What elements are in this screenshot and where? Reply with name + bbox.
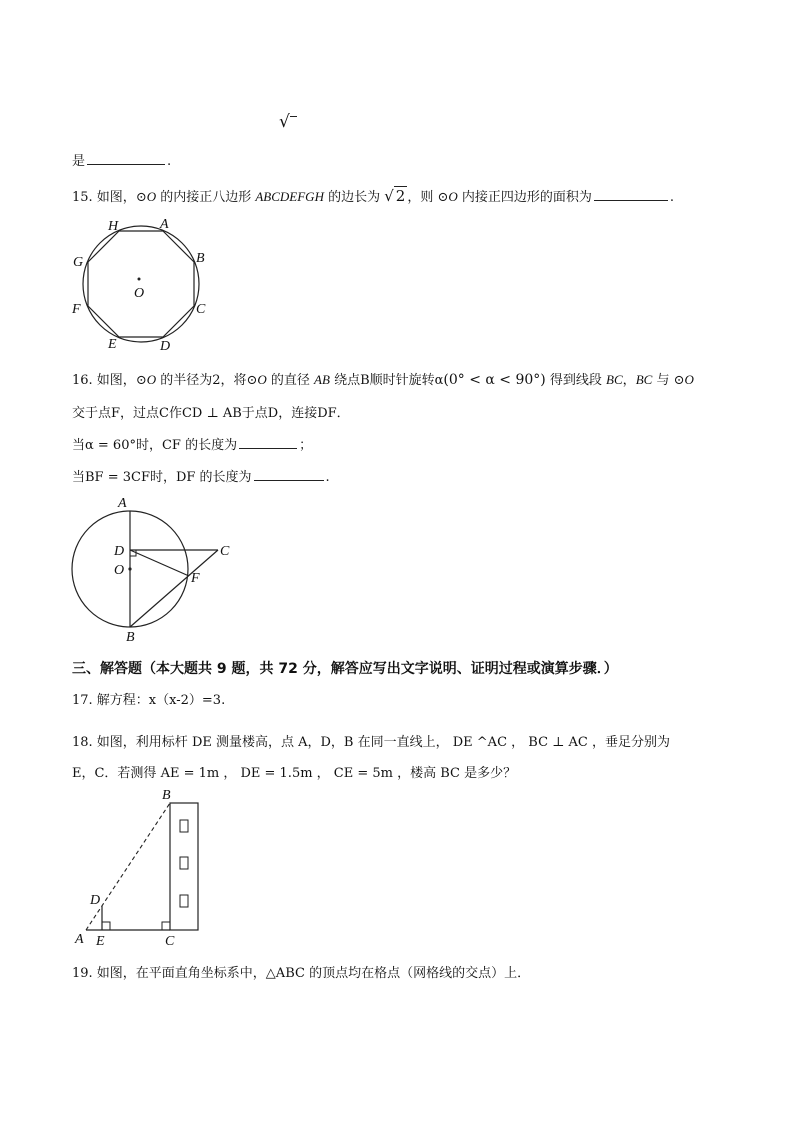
label-O: O [134,286,145,301]
label-A: A [118,496,127,511]
label-C: C [220,544,230,559]
label-F: F [72,302,81,317]
label-F: F [191,571,200,586]
prev-answer-line: 是 . [72,154,172,169]
window-1 [180,820,188,832]
label-D: D [160,339,171,354]
label-H: H [108,219,119,234]
q18-line1: 18. 如图，利用标杆 DE 测量楼高，点 A，D，B 在同一直线上， DE ^AC ， BC ⊥ AC ，垂足分别为 [72,735,670,750]
label-G: G [73,255,84,270]
q16-line3: 当α = 60°时，CF 的长度为 ； [72,438,313,453]
q16-line4: 当BF = 3CF时，DF 的长度为 . [72,470,330,485]
q16-answer-blank-2[interactable] [254,479,324,481]
q15-answer-blank[interactable] [594,199,668,201]
q15-figure-octagon [68,212,218,357]
q18-line2: E，C．若测得 AE = 1m ， DE = 1.5m ， CE = 5m ，楼高 BC 是多少？ [72,766,517,781]
q15-text: 15. 如图，⊙O 的内接正八边形 ABCDEFGH 的边长为 √ 2 ，则 ⊙O 内接正四边形的面积为 . [72,187,675,205]
label-D: D [90,893,101,908]
q16-line1: 16. 如图，⊙O 的半径为2，将⊙O 的直径 AB 绕点B顺时针旋转α(0° < α < 90°) 得到线段 BC，BC 与 ⊙O [72,372,694,388]
q15-octagon [88,231,194,337]
sqrt-fragment [279,112,297,132]
window-3 [180,895,188,907]
label-A: A [160,217,169,232]
label-B: B [162,788,171,803]
q17-text: 17. 解方程：x（x-2）=3. [72,693,226,708]
q16-answer-blank-1[interactable] [239,447,297,449]
sight-line [86,803,170,930]
label-E: E [96,934,105,949]
label-A: A [75,932,84,947]
q19-text: 19. 如图，在平面直角坐标系中，△ABC 的顶点均在格点（网格线的交点）上． [72,966,531,981]
q16-figure-circle [64,490,244,645]
section-3-heading: 三、解答题（本大题共 9 题，共 72 分，解答应写出文字说明、证明过程或演算步骤．） [72,661,618,677]
label-C: C [196,302,206,317]
sqrt-symbol: √ [279,112,290,132]
window-2 [180,857,188,869]
label-B: B [196,251,205,266]
q18-figure-building [72,785,212,950]
building [170,803,198,930]
label-O: O [114,563,125,578]
q15-circle [83,226,199,342]
sqrt-2: √ 2 [384,187,406,205]
label-E: E [108,337,117,352]
label-C: C [165,934,175,949]
label-D: D [114,544,125,559]
label-B: B [126,630,135,645]
q16-line2: 交于点F，过点C作CD ⊥ AB于点D，连接DF． [72,406,350,421]
answer-blank[interactable] [87,163,165,165]
